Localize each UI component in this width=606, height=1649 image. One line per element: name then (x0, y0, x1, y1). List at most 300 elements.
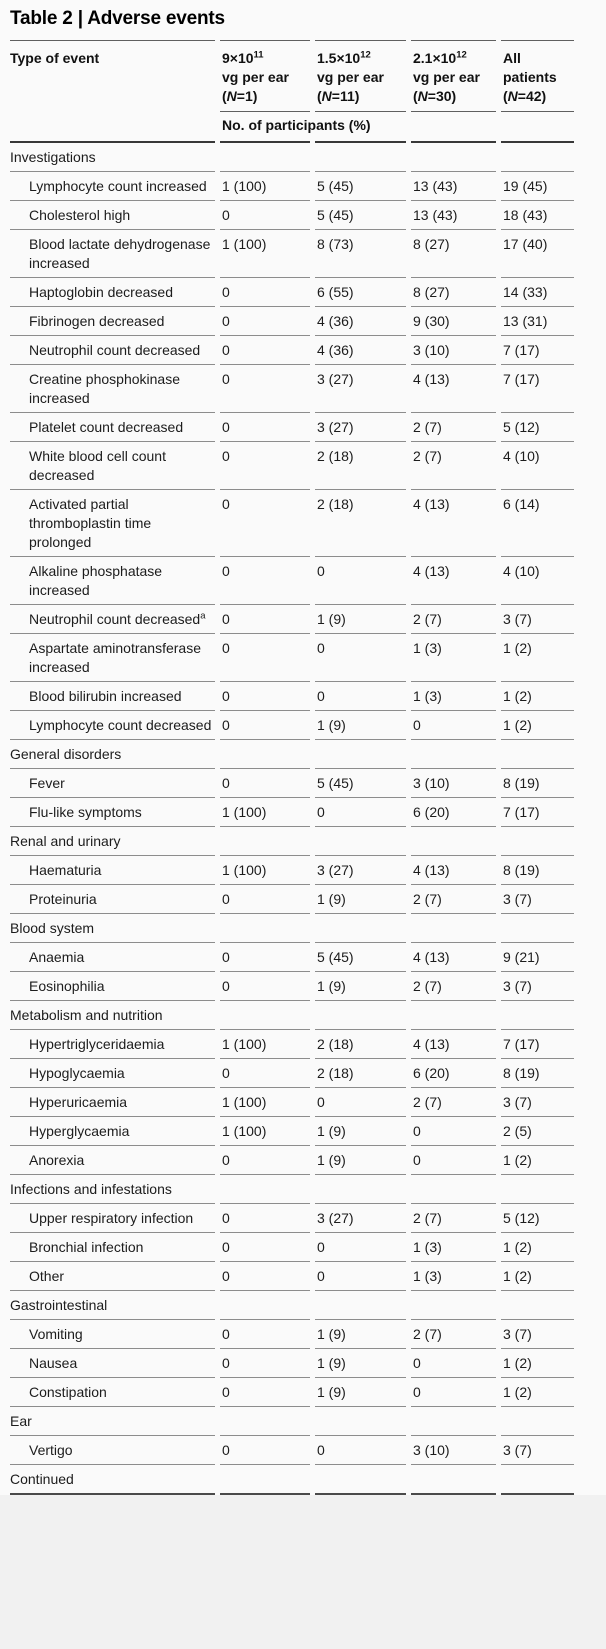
section-row-filler (315, 1291, 406, 1320)
event-label-cell (10, 798, 215, 827)
event-label-cell (10, 365, 215, 413)
section-row-filler (501, 827, 574, 856)
event-label-cell (10, 1146, 215, 1175)
value-cell: 3 (10) (411, 336, 496, 365)
value-cell: 2 (5) (501, 1117, 574, 1146)
value-cell: 0 (220, 307, 310, 336)
event-name: Eosinophilia (29, 977, 105, 994)
table-title: Table 2 | Adverse events (10, 8, 225, 29)
event-name: Hyperuricaemia (29, 1093, 128, 1110)
event-name: Lymphocyte count decreased (29, 716, 212, 733)
value-cell: 0 (411, 1117, 496, 1146)
section-row-filler (220, 1407, 310, 1436)
value-cell: 0 (220, 365, 310, 413)
value-cell: 2 (7) (411, 1320, 496, 1349)
section-row-filler (411, 1001, 496, 1030)
value-cell: 1 (2) (501, 682, 574, 711)
section-row-filler (315, 740, 406, 769)
dose-unit: vg per ear (222, 69, 289, 85)
event-label-cell (10, 634, 215, 682)
event-row (10, 605, 574, 634)
section-row (10, 1175, 574, 1204)
value-cell: 0 (220, 557, 310, 605)
continued-row-filler (220, 1465, 310, 1495)
value-cell: 1 (2) (501, 634, 574, 682)
event-label-cell (10, 711, 215, 740)
value-cell: 0 (220, 1059, 310, 1088)
event-label-cell (10, 307, 215, 336)
value-cell: 2 (7) (411, 1088, 496, 1117)
value-cell: 4 (13) (411, 490, 496, 557)
value-cell: 8 (27) (411, 230, 496, 278)
section-title: Investigations (10, 143, 215, 172)
value-cell: 0 (315, 1233, 406, 1262)
section-row-filler (315, 143, 406, 172)
section-title: Blood system (10, 914, 215, 943)
event-row (10, 230, 574, 278)
event-row (10, 711, 574, 740)
value-cell: 3 (10) (411, 769, 496, 798)
value-cell: 0 (220, 278, 310, 307)
event-row (10, 856, 574, 885)
continued-row-filler (411, 1465, 496, 1495)
value-cell: 2 (18) (315, 442, 406, 490)
event-label-cell (10, 1436, 215, 1465)
event-name: Constipation (29, 1383, 107, 1400)
event-label-cell (10, 1059, 215, 1088)
value-cell: 1 (2) (501, 1262, 574, 1291)
value-cell: 1 (100) (220, 798, 310, 827)
event-name: Blood lactate dehydrogenase increased (29, 235, 211, 271)
value-cell: 1 (3) (411, 634, 496, 682)
section-row-filler (220, 914, 310, 943)
event-name: Alkaline phosphatase increased (29, 562, 163, 598)
value-cell: 0 (315, 1262, 406, 1291)
continued-row (10, 1465, 574, 1495)
event-row (10, 365, 574, 413)
value-cell: 0 (315, 1088, 406, 1117)
event-label-cell (10, 201, 215, 230)
value-cell: 4 (13) (411, 1030, 496, 1059)
column-header-dose-3 (411, 40, 496, 112)
event-label-cell (10, 972, 215, 1001)
value-cell: 7 (17) (501, 365, 574, 413)
value-cell: 3 (27) (315, 856, 406, 885)
event-name: Upper respiratory infection (29, 1209, 194, 1226)
value-cell: 0 (411, 1378, 496, 1407)
section-row-filler (501, 1407, 574, 1436)
value-cell: 18 (43) (501, 201, 574, 230)
value-cell: 1 (9) (315, 972, 406, 1001)
section-row (10, 1291, 574, 1320)
section-row-filler (501, 143, 574, 172)
section-row-filler (315, 914, 406, 943)
section-title: Ear (10, 1407, 215, 1436)
value-cell: 1 (9) (315, 1320, 406, 1349)
value-cell: 2 (7) (411, 972, 496, 1001)
section-row-filler (501, 740, 574, 769)
value-cell: 8 (19) (501, 769, 574, 798)
event-name: Platelet count decreased (29, 418, 184, 435)
event-name: Blood bilirubin increased (29, 687, 182, 704)
event-label-cell (10, 172, 215, 201)
value-cell: 1 (3) (411, 1262, 496, 1291)
section-row (10, 827, 574, 856)
value-cell: 9 (30) (411, 307, 496, 336)
value-cell: 0 (315, 1436, 406, 1465)
event-row (10, 769, 574, 798)
event-name: Neutrophil count decreased (29, 341, 201, 358)
value-cell: 3 (7) (501, 1320, 574, 1349)
value-cell: 6 (14) (501, 490, 574, 557)
event-row (10, 1146, 574, 1175)
event-name: Hyperglycaemia (29, 1122, 130, 1139)
value-cell: 3 (7) (501, 972, 574, 1001)
value-cell: 1 (9) (315, 711, 406, 740)
section-row-filler (501, 1175, 574, 1204)
cohort-size: (N=1) (222, 88, 258, 104)
subheader-row (10, 112, 574, 143)
column-header-all-patients (501, 40, 574, 112)
dose-unit: vg per ear (413, 69, 480, 85)
value-cell: 1 (3) (411, 1233, 496, 1262)
event-name: Creatine phosphokinase increased (29, 370, 180, 406)
event-row (10, 1117, 574, 1146)
value-cell: 3 (7) (501, 885, 574, 914)
event-row (10, 682, 574, 711)
section-row-filler (220, 1291, 310, 1320)
event-name: Other (29, 1267, 65, 1284)
value-cell: 2 (7) (411, 1204, 496, 1233)
value-cell: 3 (27) (315, 365, 406, 413)
value-cell: 0 (315, 634, 406, 682)
value-cell: 1 (100) (220, 1030, 310, 1059)
value-cell: 2 (7) (411, 885, 496, 914)
subheader-filler (411, 112, 496, 143)
value-cell: 13 (43) (411, 172, 496, 201)
value-cell: 4 (13) (411, 365, 496, 413)
section-row-filler (501, 1001, 574, 1030)
value-cell: 0 (220, 769, 310, 798)
event-name: Bronchial infection (29, 1238, 144, 1255)
event-label-cell (10, 1233, 215, 1262)
value-cell: 3 (27) (315, 1204, 406, 1233)
section-row-filler (411, 1175, 496, 1204)
value-cell: 5 (45) (315, 201, 406, 230)
section-row (10, 143, 574, 172)
event-row (10, 1262, 574, 1291)
value-cell: 7 (17) (501, 1030, 574, 1059)
section-title: Gastrointestinal (10, 1291, 215, 1320)
event-row (10, 798, 574, 827)
value-cell: 0 (220, 711, 310, 740)
section-row (10, 914, 574, 943)
event-row (10, 1349, 574, 1378)
value-cell: 1 (9) (315, 1117, 406, 1146)
event-row (10, 1088, 574, 1117)
event-row (10, 490, 574, 557)
event-row (10, 201, 574, 230)
section-row-filler (411, 1291, 496, 1320)
value-cell: 0 (220, 1233, 310, 1262)
value-cell: 13 (31) (501, 307, 574, 336)
cohort-size: (N=42) (503, 88, 547, 104)
event-name: Hypertriglyceridaemia (29, 1035, 165, 1052)
event-name: Proteinuria (29, 890, 97, 907)
event-row (10, 336, 574, 365)
value-cell: 3 (10) (411, 1436, 496, 1465)
value-cell: 1 (9) (315, 1146, 406, 1175)
value-cell: 4 (36) (315, 336, 406, 365)
value-cell: 2 (18) (315, 1059, 406, 1088)
event-row (10, 172, 574, 201)
event-row (10, 1233, 574, 1262)
value-cell: 0 (315, 798, 406, 827)
section-title: Infections and infestations (10, 1175, 215, 1204)
value-cell: 0 (220, 682, 310, 711)
value-cell: 1 (9) (315, 885, 406, 914)
value-cell: 0 (220, 336, 310, 365)
event-name: Anorexia (29, 1151, 85, 1168)
subheader-label: No. of participants (%) (222, 117, 371, 133)
value-cell: 1 (3) (411, 682, 496, 711)
value-cell: 5 (45) (315, 943, 406, 972)
value-cell: 7 (17) (501, 798, 574, 827)
event-row (10, 943, 574, 972)
value-cell: 8 (27) (411, 278, 496, 307)
footnote-marker: a (200, 609, 206, 621)
value-cell: 13 (43) (411, 201, 496, 230)
event-label-cell (10, 230, 215, 278)
value-cell: 1 (100) (220, 172, 310, 201)
value-cell: 0 (220, 1378, 310, 1407)
value-cell: 0 (220, 885, 310, 914)
dose-value: 2.1×10 (413, 50, 457, 66)
value-cell: 5 (12) (501, 1204, 574, 1233)
event-label-cell (10, 336, 215, 365)
event-name: Vomiting (29, 1325, 83, 1342)
event-name: Aspartate aminotransferase increased (29, 639, 201, 675)
section-title: Renal and urinary (10, 827, 215, 856)
continued-label: Continued (10, 1465, 215, 1495)
page-bottom-strip (0, 1495, 606, 1649)
value-cell: 1 (9) (315, 1349, 406, 1378)
value-cell: 1 (100) (220, 1088, 310, 1117)
event-label-cell (10, 856, 215, 885)
value-cell: 5 (45) (315, 172, 406, 201)
event-label-cell (10, 557, 215, 605)
value-cell: 0 (220, 442, 310, 490)
value-cell: 5 (45) (315, 769, 406, 798)
value-cell: 8 (19) (501, 856, 574, 885)
column-header-row (10, 40, 574, 112)
event-name: Activated partial thromboplastin time prolonged (29, 495, 152, 550)
subheader-spacer (10, 112, 215, 143)
cohort-size: (N=11) (317, 88, 360, 104)
section-row-filler (411, 827, 496, 856)
section-title: General disorders (10, 740, 215, 769)
event-row (10, 557, 574, 605)
section-row-filler (220, 827, 310, 856)
value-cell: 0 (220, 413, 310, 442)
value-cell: 19 (45) (501, 172, 574, 201)
event-label-cell (10, 769, 215, 798)
exponent: 12 (456, 49, 467, 61)
value-cell: 0 (220, 1262, 310, 1291)
value-cell: 0 (220, 1320, 310, 1349)
value-cell: 1 (100) (220, 1117, 310, 1146)
event-row (10, 442, 574, 490)
column-header-dose-2 (315, 40, 406, 112)
exponent: 12 (360, 49, 371, 61)
value-cell: 8 (73) (315, 230, 406, 278)
dose-unit: vg per ear (317, 69, 384, 85)
value-cell: 0 (411, 1349, 496, 1378)
event-row (10, 1320, 574, 1349)
value-cell: 0 (315, 557, 406, 605)
event-label-cell (10, 885, 215, 914)
value-cell: 8 (19) (501, 1059, 574, 1088)
table-body (10, 143, 574, 1495)
exponent: 11 (253, 49, 264, 61)
event-label-cell (10, 278, 215, 307)
event-label-cell (10, 442, 215, 490)
section-row-filler (220, 1001, 310, 1030)
value-cell: 1 (9) (315, 605, 406, 634)
event-label-cell (10, 490, 215, 557)
event-row (10, 1204, 574, 1233)
value-cell: 2 (18) (315, 490, 406, 557)
value-cell: 0 (220, 201, 310, 230)
section-row-filler (411, 740, 496, 769)
value-cell: 2 (7) (411, 605, 496, 634)
continued-row-filler (315, 1465, 406, 1495)
section-row-filler (411, 143, 496, 172)
value-cell: 1 (2) (501, 711, 574, 740)
group-label-line2: patients (503, 69, 557, 85)
event-label-cell (10, 1378, 215, 1407)
event-row (10, 413, 574, 442)
value-cell: 2 (18) (315, 1030, 406, 1059)
column-header-dose-1 (220, 40, 310, 112)
event-label-cell (10, 1349, 215, 1378)
event-name: Flu-like symptoms (29, 803, 142, 820)
continued-row-filler (501, 1465, 574, 1495)
value-cell: 0 (220, 943, 310, 972)
event-label-cell (10, 943, 215, 972)
event-row (10, 278, 574, 307)
value-cell: 0 (220, 1436, 310, 1465)
event-row (10, 307, 574, 336)
value-cell: 0 (411, 711, 496, 740)
event-name: Anaemia (29, 948, 85, 965)
value-cell: 0 (220, 1204, 310, 1233)
value-cell: 0 (220, 605, 310, 634)
value-cell: 4 (10) (501, 557, 574, 605)
event-name: Vertigo (29, 1441, 73, 1458)
event-label-cell (10, 1030, 215, 1059)
section-title: Metabolism and nutrition (10, 1001, 215, 1030)
event-label-cell (10, 1320, 215, 1349)
value-cell: 0 (220, 972, 310, 1001)
event-row (10, 1059, 574, 1088)
event-row (10, 1436, 574, 1465)
section-row-filler (411, 1407, 496, 1436)
section-row-filler (220, 143, 310, 172)
value-cell: 4 (13) (411, 856, 496, 885)
event-name: Fibrinogen decreased (29, 312, 165, 329)
column-header-type-of-event: Type of event (10, 40, 215, 112)
event-label-cell (10, 413, 215, 442)
value-cell: 6 (55) (315, 278, 406, 307)
event-row (10, 1378, 574, 1407)
event-name: Nausea (29, 1354, 78, 1371)
value-cell: 4 (13) (411, 557, 496, 605)
value-cell: 1 (9) (315, 1378, 406, 1407)
event-row (10, 1030, 574, 1059)
event-label-cell (10, 1204, 215, 1233)
cohort-size: (N=30) (413, 88, 457, 104)
value-cell: 3 (7) (501, 1436, 574, 1465)
value-cell: 2 (7) (411, 413, 496, 442)
event-row (10, 885, 574, 914)
value-cell: 5 (12) (501, 413, 574, 442)
event-label-cell (10, 605, 215, 634)
section-row-filler (220, 740, 310, 769)
event-label-cell (10, 1262, 215, 1291)
section-row-filler (220, 1175, 310, 1204)
value-cell: 0 (220, 490, 310, 557)
section-row-filler (501, 1291, 574, 1320)
event-name: Haematuria (29, 861, 102, 878)
value-cell: 0 (220, 634, 310, 682)
group-label: All (503, 50, 521, 66)
value-cell: 0 (315, 682, 406, 711)
value-cell: 6 (20) (411, 798, 496, 827)
value-cell: 6 (20) (411, 1059, 496, 1088)
value-cell: 3 (7) (501, 1088, 574, 1117)
value-cell: 7 (17) (501, 336, 574, 365)
section-row-filler (315, 827, 406, 856)
value-cell: 1 (100) (220, 856, 310, 885)
section-row (10, 1001, 574, 1030)
dose-value: 1.5×10 (317, 50, 361, 66)
value-cell: 2 (7) (411, 442, 496, 490)
event-name: Lymphocyte count increased (29, 177, 207, 194)
value-cell: 17 (40) (501, 230, 574, 278)
value-cell: 1 (2) (501, 1233, 574, 1262)
value-cell: 3 (27) (315, 413, 406, 442)
value-cell: 0 (220, 1349, 310, 1378)
event-name: Neutrophil count decreased (29, 610, 201, 627)
event-row (10, 972, 574, 1001)
event-label-cell (10, 682, 215, 711)
event-row (10, 634, 574, 682)
event-name: Haptoglobin decreased (29, 283, 173, 300)
value-cell: 1 (2) (501, 1349, 574, 1378)
value-cell: 9 (21) (501, 943, 574, 972)
value-cell: 0 (220, 1146, 310, 1175)
event-name: White blood cell count decreased (29, 447, 166, 483)
section-row-filler (315, 1175, 406, 1204)
value-cell: 14 (33) (501, 278, 574, 307)
value-cell: 1 (2) (501, 1378, 574, 1407)
section-row (10, 1407, 574, 1436)
section-row-filler (501, 914, 574, 943)
section-row-filler (315, 1407, 406, 1436)
subheader-filler (501, 112, 574, 143)
value-cell: 4 (13) (411, 943, 496, 972)
